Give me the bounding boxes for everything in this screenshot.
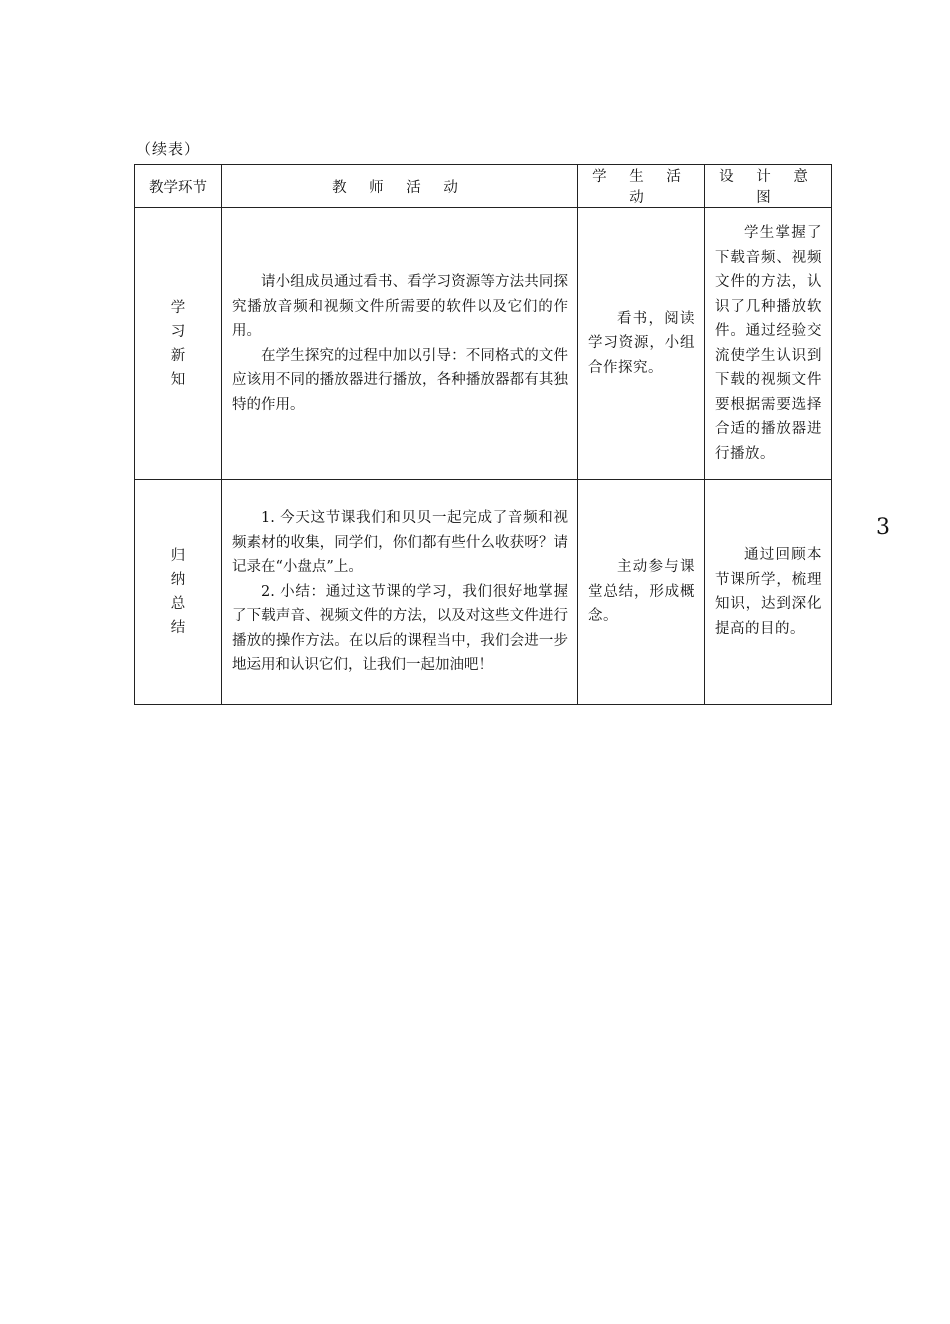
stage-cell <box>135 208 222 480</box>
stage-cell <box>135 480 222 705</box>
design-intent-cell <box>705 480 832 705</box>
page-number: 3 <box>876 515 890 540</box>
teacher-activity-cell <box>222 480 578 705</box>
student-activity-text: 主动参与课堂总结，形成概念。 <box>588 559 695 625</box>
teacher-paragraph: 请小组成员通过看书、看学习资源等方法共同探究播放音频和视频文件所需要的软件以及它们的作用。 <box>232 274 568 339</box>
table-row <box>135 208 832 480</box>
teacher-paragraph: 2. 小结：通过这节课的学习，我们很好地掌握了下载声音、视频文件的方法，以及对这些文件进行播放的操作方法。在以后的课程当中，我们会进一步地运用和认识它们，让我们一起加油吧！ <box>232 583 568 674</box>
continued-table-label: （续表） <box>136 140 201 158</box>
stage-char: 新 <box>170 347 186 364</box>
stage-char: 归 <box>170 548 186 564</box>
design-intent-text: 学生掌握了下载音频、视频文件的方法，认识了几种播放软件。通过经验交流使学生认识到下载的视频文件要根据需要选择合适的播放器进行播放。 <box>715 225 822 462</box>
header-student-activity: 学 生 活 动 <box>578 165 705 208</box>
teacher-activity-cell <box>222 208 578 480</box>
stage-char: 学 <box>170 299 186 316</box>
design-intent-cell <box>705 208 832 480</box>
table-row <box>135 480 832 705</box>
header-stage: 教学环节 <box>135 165 222 208</box>
stage-char: 总 <box>170 596 186 612</box>
teacher-paragraph: 1. 今天这节课我们和贝贝一起完成了音频和视频素材的收集，同学们，你们都有些什么收获呀？请记录在“小盘点”上。 <box>232 510 568 576</box>
student-activity-cell <box>578 208 705 480</box>
header-design-intent: 设 计 意 图 <box>705 165 832 208</box>
stage-char: 纳 <box>170 572 186 588</box>
stage-char: 知 <box>170 371 186 388</box>
design-intent-text: 通过回顾本节课所学，梳理知识，达到深化提高的目的。 <box>715 547 822 637</box>
header-teacher-activity: 教 师 活 动 <box>222 165 578 208</box>
teacher-paragraph: 在学生探究的过程中加以引导：不同格式的文件应该用不同的播放器进行播放，各种播放器都有其独特的作用。 <box>232 347 568 413</box>
table-header-row <box>135 165 832 208</box>
stage-char: 习 <box>170 323 186 340</box>
student-activity-cell <box>578 480 705 705</box>
lesson-plan-table <box>134 164 832 705</box>
stage-char: 结 <box>170 620 186 636</box>
student-activity-text: 看书，阅读学习资源，小组合作探究。 <box>588 310 695 376</box>
